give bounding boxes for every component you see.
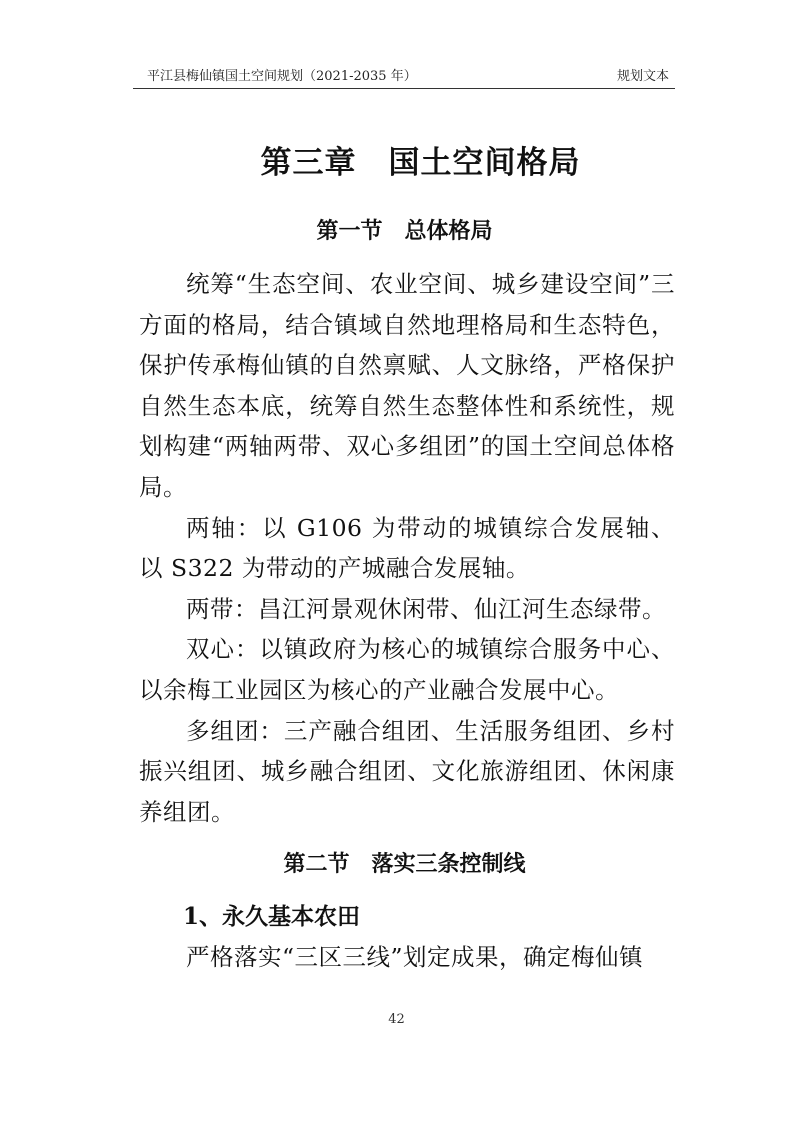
section2-body <box>139 937 675 978</box>
paragraph-dual-centers: 双心：以镇政府为核心的城镇综合服务中心、以余梅工业园区为核心的产业融合发展中心。 <box>139 635 675 704</box>
header-document-type: 规划文本 <box>616 69 669 84</box>
section-title-control-lines: 第二节 落实三条控制线 <box>283 852 526 877</box>
paragraph-multi-clusters: 多组团：三产融合组团、生活服务组团、乡村振兴组团、城乡融合组团、文化旅游组团、休闲康养组团。 <box>139 716 675 826</box>
sub-heading-basic-farmland: 1、永久基本农田 <box>183 903 361 930</box>
page-number: 42 <box>388 1012 405 1027</box>
page-header <box>133 62 675 89</box>
section-title-overall-pattern: 第一节 总体格局 <box>316 219 493 244</box>
section1-body <box>139 264 675 832</box>
paragraph-two-belts: 两带：昌江河景观休闲带、仙江河生态绿带。 <box>186 594 666 623</box>
paragraph-two-axes: 两轴：以 G106 为带动的城镇综合发展轴、以 S322 为带动的产城融合发展轴。 <box>139 513 675 583</box>
header-document-title: 平江县梅仙镇国土空间规划（2021-2035 年） <box>147 69 417 84</box>
paragraph-overview: 统筹“生态空间、农业空间、城乡建设空间”三方面的格局，结合镇域自然地理格局和生态特色，保护传承梅仙镇的自然禀赋、人文脉络，严格保护自然生态本底，统筹自然生态整体性和系统性，规划构建“两轴两带、双心多组团”的国土空间总体格局。 <box>139 270 675 501</box>
paragraph-farmland: 严格落实“三区三线”划定成果，确定梅仙镇 <box>186 943 644 971</box>
chapter-title: 第三章 国土空间格局 <box>260 145 581 181</box>
